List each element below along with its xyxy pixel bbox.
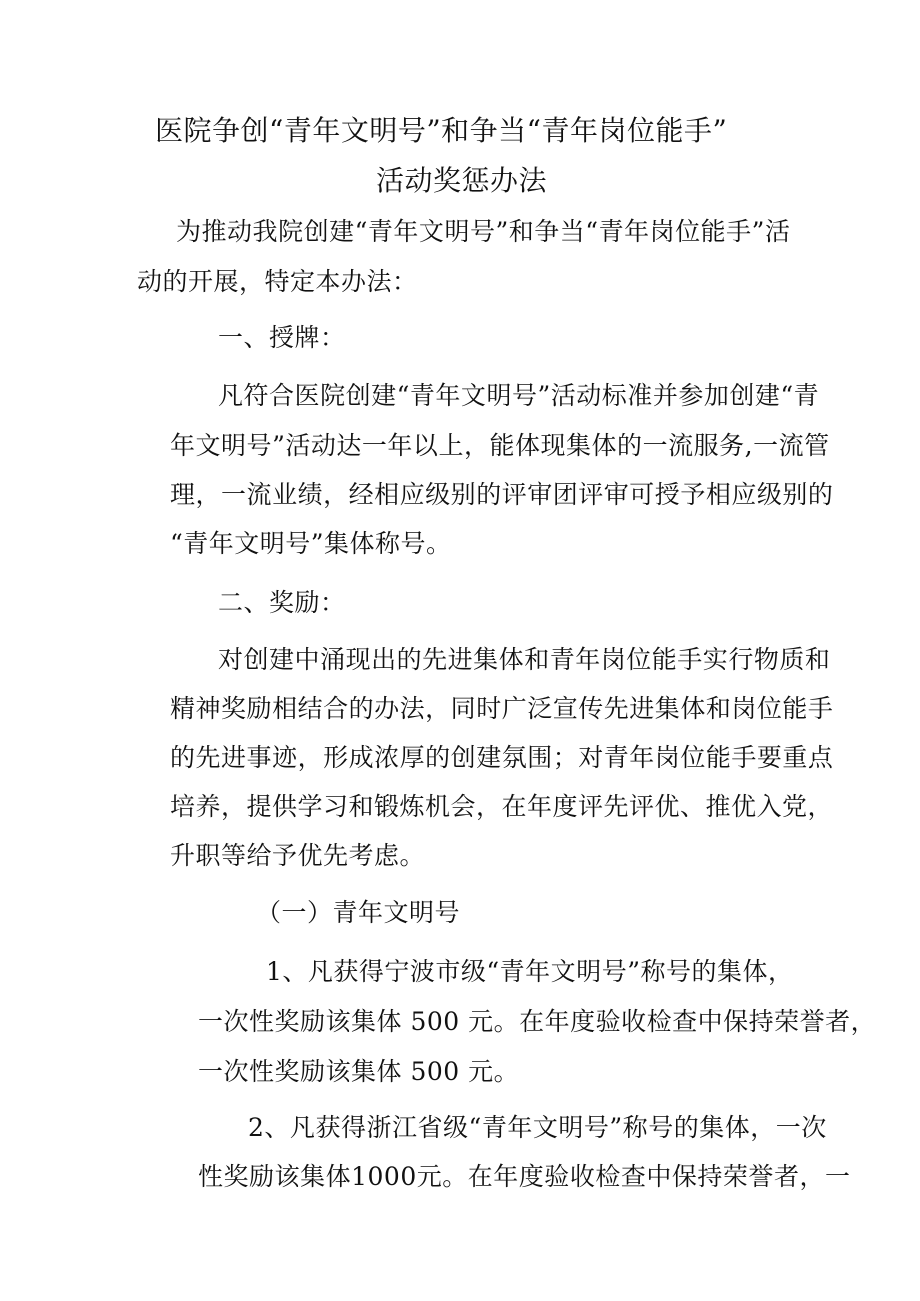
section-2-heading: 二、奖励：	[218, 588, 346, 617]
item-1-line: 一次性奖励该集体 500 元。在年度验收检查中保持荣誉者，	[198, 1007, 877, 1036]
document-title-line-2: 活动奖惩办法	[376, 164, 548, 197]
section-1-heading: 一、授牌：	[218, 323, 346, 352]
item-1-line: 一次性奖励该集体 500 元。	[198, 1057, 520, 1086]
section-2-paragraph-line: 的 先 进 事 迹 ， 形 成 浓 厚 的 创 建 氛 围 ； 对 青 年 岗 位 能 手 要 重 点	[170, 743, 834, 772]
section-2-paragraph-line: 升职等给予优先考虑。	[170, 841, 426, 870]
intro-paragraph-line: 动的开展，特定本办法：	[137, 267, 418, 296]
section-1-paragraph-line: 理 ， 一 流 业 绩 ， 经 相 应 级 别 的 评 审 团 评 审 可 授 予 相 应 级 别 的	[170, 480, 834, 509]
intro-paragraph-line: 为 推 动 我 院 创 建 “ 青 年 文 明 号 ” 和 争 当 “ 青 年 岗 位 能 手 ” 活	[176, 217, 791, 246]
subsection-heading: （一）青年文明号	[256, 898, 461, 927]
section-2-paragraph-line: 培养，提供学习和锻炼机会，在年度评先评优、推优入党，	[170, 792, 834, 821]
item-2-line: 2 、 凡 获 得 浙 江 省 级 “ 青 年 文 明 号 ” 称 号 的 集 体 ， 一 次	[248, 1113, 827, 1142]
section-2-paragraph-line: 对 创 建 中 涌 现 出 的 先 进 集 体 和 青 年 岗 位 能 手 实 行 物 质 和	[218, 645, 831, 674]
item-1-line: 1、凡获得宁波市级“青年文明号”称号的集体，	[266, 957, 794, 986]
document-title-line-1: 医院争创“青年文明号”和争当“青年岗位能手”	[155, 114, 728, 147]
section-1-paragraph-line: 凡 符 合 医 院 创 建 “ 青 年 文 明 号 ” 活 动 标 准 并 参 加 创 建 “ 青	[218, 381, 820, 410]
item-2-line: 性 奖 励 该 集 体 1 0 0 0 元 。 在 年 度 验 收 检 查 中 保 持 荣 誉 者 ， 一	[198, 1162, 851, 1191]
section-2-paragraph-line: 精 神 奖 励 相 结 合 的 办 法 ， 同 时 广 泛 宣 传 先 进 集 体 和 岗 位 能 手	[170, 694, 834, 723]
section-1-paragraph-line: “青年文明号”集体称号。	[170, 529, 452, 558]
section-1-paragraph-line: 年 文 明 号 ” 活 动 达 一 年 以 上 ， 能 体 现 集 体 的 一 流 服 务 , 一 流 管	[170, 431, 830, 460]
